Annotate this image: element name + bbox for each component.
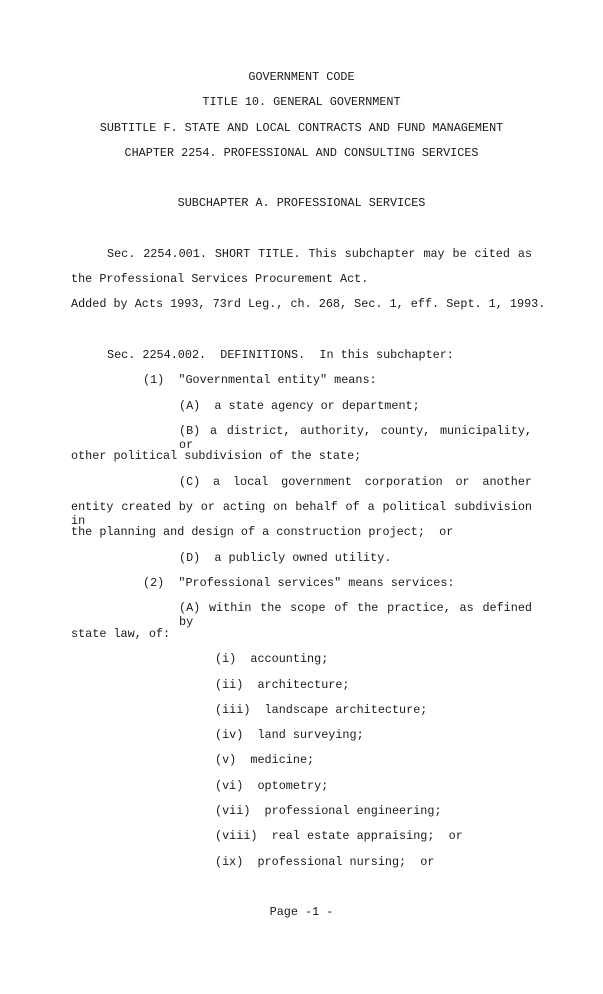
history-note: Added by Acts 1993, 73rd Leg., ch. 268, Sec. 1, eff. Sept. 1, 1993. [71,297,546,311]
body-line: entity created by or acting on behalf of a political subdivision in [71,500,532,528]
item-iv: (iv) land surveying; [215,728,364,742]
body-line: the planning and design of a construction project; or [71,525,454,539]
section-2254-001: Sec. 2254.001. SHORT TITLE. This subchapter may be cited as [107,247,532,261]
definition-2: (2) "Professional services" means services: [143,576,455,590]
subtitle-heading: SUBTITLE F. STATE AND LOCAL CONTRACTS AND FUND MANAGEMENT [99,121,504,135]
item-ix: (ix) professional nursing; or [215,855,435,869]
item-vi: (vi) optometry; [215,779,329,793]
code-heading: GOVERNMENT CODE [248,70,355,84]
item-viii: (viii) real estate appraising; or [215,829,463,843]
item-ii: (ii) architecture; [215,678,350,692]
page-number: Page -1 - [269,905,334,919]
item-iii: (iii) landscape architecture; [215,703,428,717]
section-2254-002: Sec. 2254.002. DEFINITIONS. In this subchapter: [107,348,454,362]
clause-a: (A) within the scope of the practice, as defined by [179,601,532,629]
item-i: (i) accounting; [215,652,329,666]
chapter-heading: CHAPTER 2254. PROFESSIONAL AND CONSULTING SERVICES [124,146,479,160]
title-heading: TITLE 10. GENERAL GOVERNMENT [202,95,401,109]
body-line: other political subdivision of the state; [71,449,362,463]
body-line: the Professional Services Procurement Act. [71,272,369,286]
body-line: state law, of: [71,627,171,641]
clause-c: (C) a local government corporation or another [179,475,532,489]
clause-b: (B) a district, authority, county, municipality, or [179,424,532,452]
definition-1: (1) "Governmental entity" means: [143,373,377,387]
clause-a: (A) a state agency or department; [179,399,420,413]
item-vii: (vii) professional engineering; [215,804,442,818]
clause-d: (D) a publicly owned utility. [179,551,392,565]
item-v: (v) medicine; [215,753,315,767]
subchapter-heading: SUBCHAPTER A. PROFESSIONAL SERVICES [177,196,426,210]
